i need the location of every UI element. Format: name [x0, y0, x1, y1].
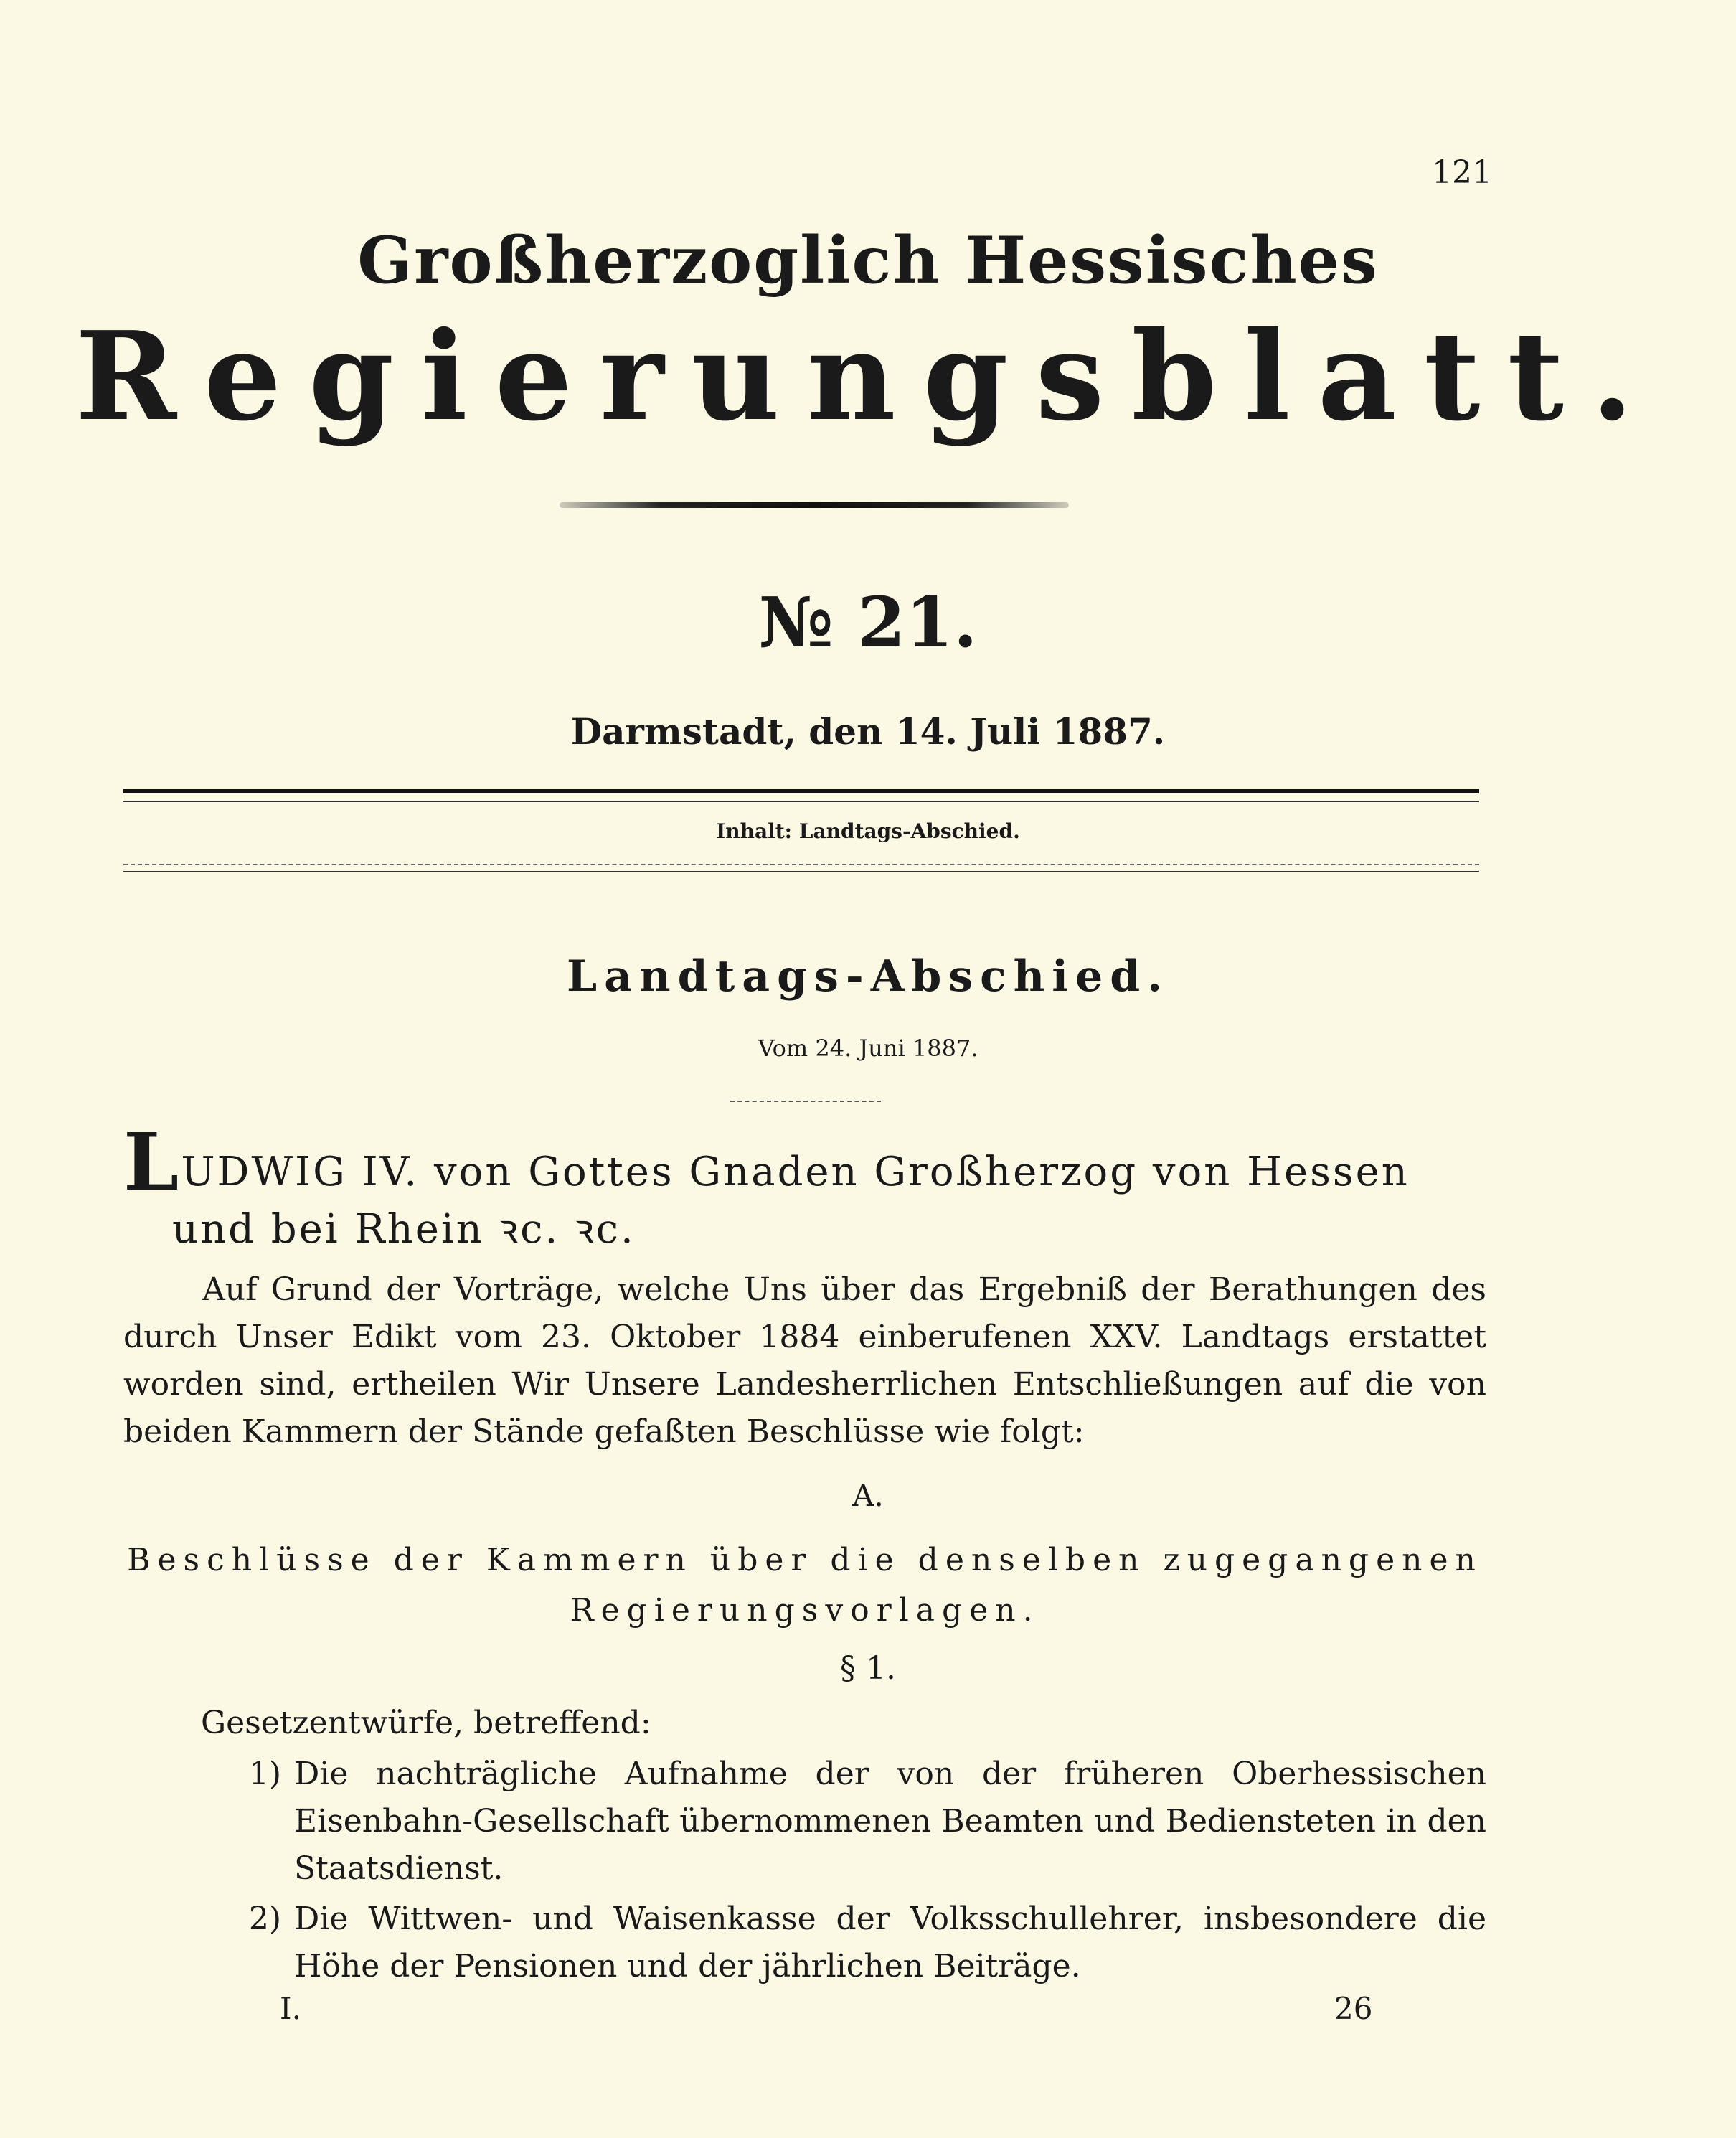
list-item-text: Die Wittwen- und Waisenkasse der Volksschullehrer, insbesondere die Höhe der Pensionen und der jährlichen Beiträge. — [294, 1901, 1486, 1984]
contents-rule-bottom-thin — [123, 871, 1479, 872]
contents-rule-top-thick — [123, 789, 1479, 793]
drop-initial: L — [123, 1116, 181, 1208]
list-item-text: Die nachträgliche Aufnahme der von der früheren Oberhessischen Eisenbahn-Gesellschaft übernommenen Beamten und Bediensteten in den Staatsdienst. — [294, 1756, 1486, 1887]
contents-rule-top-thin — [123, 801, 1479, 802]
issue-date: Darmstadt, den 14. Juli 1887. — [570, 710, 1166, 753]
paragraph-sign: § 1. — [840, 1650, 896, 1687]
masthead-divider — [560, 502, 1069, 508]
list-item-number: 1) — [248, 1756, 281, 1792]
masthead-title: Regierungsblatt. — [75, 305, 1661, 448]
paragraph-1: Auf Grund der Vorträge, welche Uns über das Ergebniß der Berathungen des durch Unser Edikt vom 23. Oktober 1884 einberufenen XXV. Landtags erstattet worden sind, ertheilen Wir Unsere Landesherrlichen Entschließungen auf die von beiden Kammern der Stände gefaßten Beschlüsse wie folgt: — [123, 1271, 1486, 1450]
item-list — [215, 1751, 1486, 1993]
contents-line: Inhalt: Landtags-Abschied. — [716, 819, 1020, 843]
footer-sheet-number: 26 — [1334, 1991, 1373, 2026]
part-heading: Beschlüsse der Kammern über die denselben zugegangenen Regierungsvorlagen. — [127, 1542, 1483, 1629]
list-item — [215, 1896, 1486, 1990]
page-number: 121 — [1432, 154, 1492, 191]
section-divider — [730, 1101, 881, 1102]
masthead-subtitle: Großherzoglich Hessisches — [357, 222, 1379, 298]
section-date: Vom 24. Juni 1887. — [758, 1035, 978, 1062]
preamble-line-1: UDWIG IV. von Gottes Gnaden Großherzog von Hessen — [181, 1149, 1410, 1195]
footer-signature-mark: I. — [280, 1991, 301, 2026]
issue-number: № 21. — [758, 582, 978, 663]
list-item — [215, 1751, 1486, 1893]
section-title: Landtags-Abschied. — [566, 951, 1170, 1002]
preamble-line-2: und bei Rhein ꝛc. ꝛc. — [172, 1206, 636, 1253]
contents-rule-bottom-dashed — [123, 864, 1479, 865]
list-item-number: 2) — [248, 1901, 281, 1937]
preamble — [123, 1116, 1486, 1258]
part-letter: A. — [852, 1478, 884, 1513]
list-intro: Gesetzentwürfe, betreffend: — [201, 1705, 651, 1741]
